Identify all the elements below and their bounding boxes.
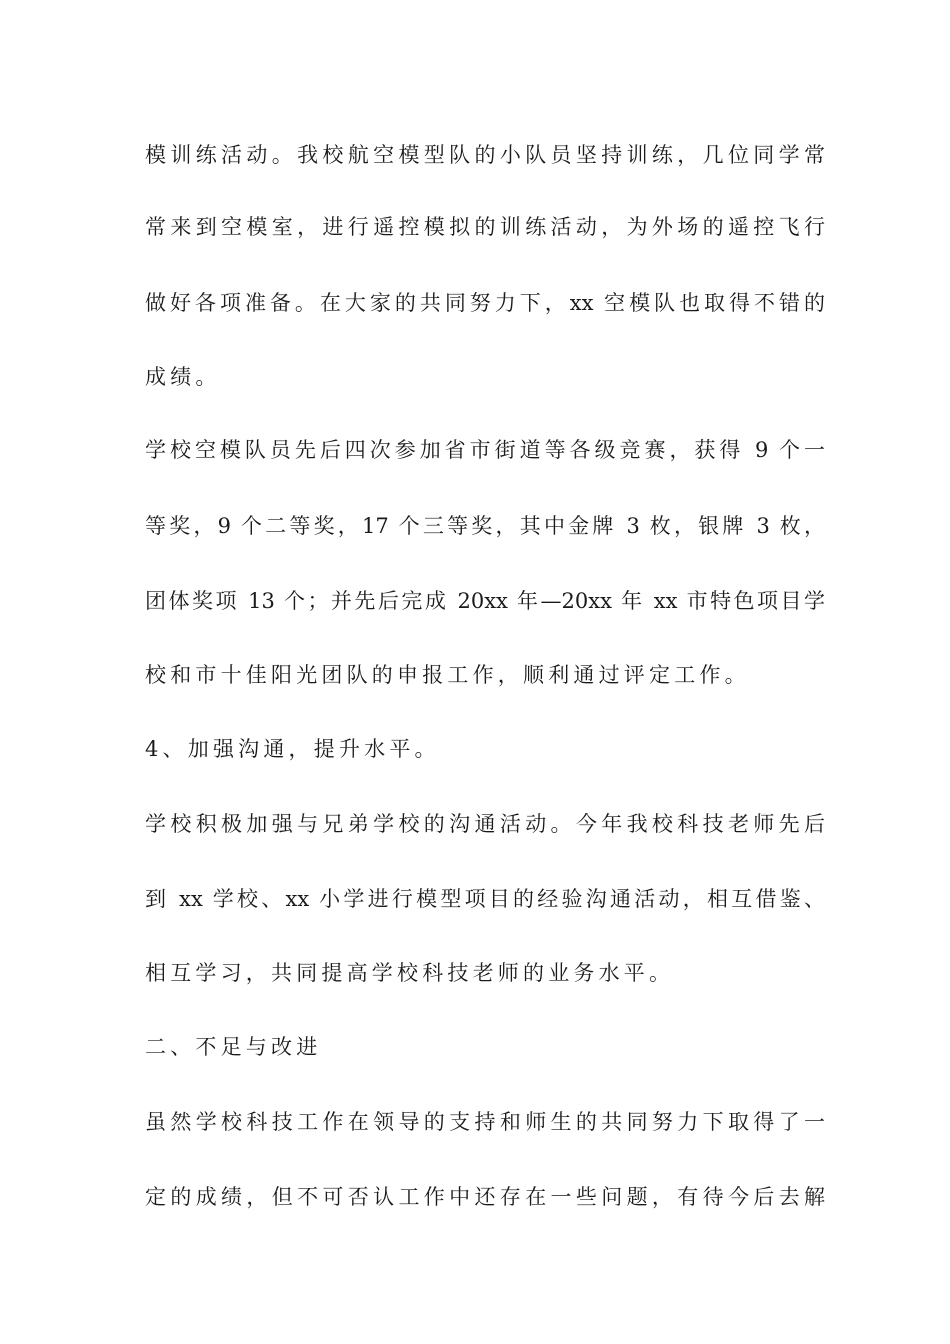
paragraph-line: 做好各项准备。在大家的共同努力下，xx 空模队也取得不错的: [145, 291, 825, 315]
paragraph-line: 到 xx 学校、xx 小学进行模型项目的经验沟通活动，相互借鉴、: [145, 887, 825, 911]
paragraph-line: 学校空模队员先后四次参加省市街道等各级竞赛，获得 9 个一: [145, 438, 825, 462]
paragraph-line: 常来到空模室，进行遥控模拟的训练活动，为外场的遥控飞行: [145, 215, 825, 239]
paragraph-line: 等奖，9 个二等奖，17 个三等奖，其中金牌 3 枚，银牌 3 枚，: [145, 514, 825, 538]
paragraph-line: 校和市十佳阳光团队的申报工作，顺利通过评定工作。: [145, 663, 750, 687]
section-heading: 二、不足与改进: [145, 1035, 322, 1059]
paragraph-line: 成绩。: [145, 365, 221, 389]
paragraph-line: 定的成绩，但不可否认工作中还存在一些问题，有待今后去解: [145, 1185, 825, 1209]
paragraph-line: 模训练活动。我校航空模型队的小队员坚持训练，几位同学常: [145, 143, 825, 167]
paragraph-line: 相互学习，共同提高学校科技老师的业务水平。: [145, 961, 675, 985]
section-heading: 4、加强沟通，提升水平。: [145, 737, 440, 761]
paragraph-line: 团体奖项 13 个；并先后完成 20xx 年—20xx 年 xx 市特色项目学: [145, 589, 825, 613]
paragraph-line: 虽然学校科技工作在领导的支持和师生的共同努力下取得了一: [145, 1110, 825, 1134]
paragraph-line: 学校积极加强与兄弟学校的沟通活动。今年我校科技老师先后: [145, 812, 825, 836]
